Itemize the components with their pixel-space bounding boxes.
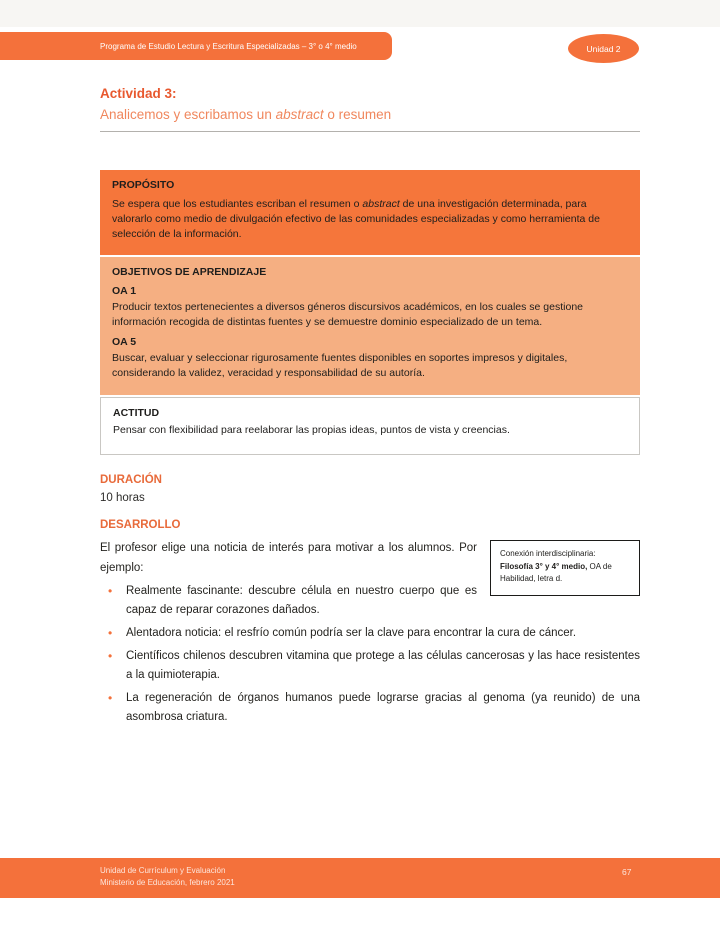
activity-subtitle-italic-term: abstract bbox=[275, 107, 324, 122]
duracion-heading: DURACIÓN bbox=[100, 474, 162, 486]
activity-subtitle-text: Analicemos y escribamos un bbox=[100, 107, 276, 122]
list-item bbox=[100, 647, 640, 685]
oa1-label: OA 1 bbox=[112, 285, 137, 297]
desarrollo-body bbox=[100, 538, 640, 727]
footer-ministry-line: Ministerio de Educación, febrero 2021 bbox=[100, 878, 235, 887]
proposito-text bbox=[112, 197, 628, 242]
list-item bbox=[100, 689, 640, 727]
activity-title: Actividad 3: bbox=[100, 86, 177, 101]
objetivos-box bbox=[100, 257, 640, 395]
footer-bar bbox=[0, 858, 720, 898]
list-item-text: Científicos chilenos descubren vitamina que protege a las células cancerosas y las hace resistentes a la quimioterapia. bbox=[126, 650, 640, 681]
oa1-text: Producir textos pertenecientes a diversos géneros discursivos académicos, en los cuales se gestione información recogida de distintas fuentes y se demuestre dominio especializado de un tema. bbox=[112, 301, 583, 328]
unit-badge-label: Unidad 2 bbox=[586, 43, 621, 54]
actitud-text: Pensar con flexibilidad para reelaborar las propias ideas, puntos de vista y creencias. bbox=[113, 424, 510, 436]
program-banner bbox=[0, 32, 392, 60]
connection-box-detail: OA de Habilidad, letra d. bbox=[500, 561, 612, 583]
example-news-list bbox=[100, 582, 640, 727]
content-area bbox=[100, 86, 640, 731]
proposito-box bbox=[100, 170, 640, 255]
list-item bbox=[100, 624, 640, 643]
connection-box-subject: Filosofía 3° y 4° medio, bbox=[500, 561, 588, 571]
proposito-text-italic-term: abstract bbox=[362, 198, 400, 210]
connection-box-label: Conexión interdisciplinaria: bbox=[500, 549, 596, 558]
proposito-heading: PROPÓSITO bbox=[112, 179, 175, 191]
activity-subtitle bbox=[100, 107, 640, 123]
list-item-text: Alentadora noticia: el resfrío común podría ser la clave para encontrar la cura de cáncer. bbox=[126, 627, 577, 639]
list-item-text: Realmente fascinante: descubre célula en nuestro cuerpo que es capaz de reparar corazones dañados. bbox=[126, 585, 477, 616]
desarrollo-intro: El profesor elige una noticia de interés para motivar a los alumnos. Por ejemplo: bbox=[100, 542, 477, 574]
page-top-margin bbox=[0, 0, 720, 27]
desarrollo-heading: DESARROLLO bbox=[100, 519, 181, 531]
list-item-text: La regeneración de órganos humanos puede lograrse gracias al genoma (ya reunido) de una asombrosa criatura. bbox=[126, 692, 640, 723]
program-banner-label: Programa de Estudio Lectura y Escritura Especializadas – 3° o 4° medio bbox=[100, 41, 357, 51]
title-divider bbox=[100, 131, 640, 132]
actitud-heading: ACTITUD bbox=[113, 407, 160, 419]
page-number: 67 bbox=[622, 867, 632, 877]
list-item bbox=[100, 582, 640, 620]
footer-unit-line: Unidad de Currículum y Evaluación bbox=[100, 866, 226, 875]
duracion-value: 10 horas bbox=[100, 492, 145, 504]
proposito-text-pre: Se espera que los estudiantes escriban el resumen o bbox=[112, 198, 363, 210]
objetivos-heading: OBJETIVOS DE APRENDIZAJE bbox=[112, 266, 267, 278]
proposito-text-post: de una investigación determinada, para valorarlo como medio de divulgación efectivo de las comunidades especializadas y como herramienta de selección de la información. bbox=[112, 198, 600, 240]
actitud-box bbox=[100, 397, 640, 455]
oa5-text: Buscar, evaluar y seleccionar rigurosamente fuentes disponibles en soportes impresos y digitales, considerando la validez, veracidad y responsabilidad de su autoría. bbox=[112, 352, 568, 379]
activity-subtitle-text-end: o resumen bbox=[323, 107, 392, 122]
footer-credits bbox=[100, 865, 235, 889]
oa5-label: OA 5 bbox=[112, 336, 137, 348]
unit-badge bbox=[568, 34, 639, 63]
